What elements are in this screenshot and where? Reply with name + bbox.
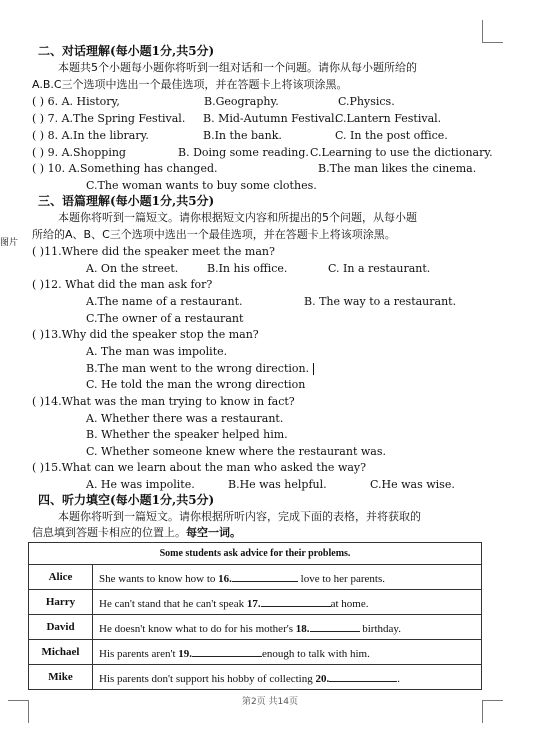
page-footer: 第2页 共14页: [241, 697, 299, 707]
q14-option-a: A. Whether there was a restaurant.: [86, 412, 284, 425]
q12-option-a: A.The name of a restaurant.: [86, 295, 243, 308]
q6-stem: ( ) 6. A. History,: [32, 95, 120, 108]
side-label: 图片: [0, 238, 19, 248]
q8-stem: ( ) 8. A.In the library.: [32, 129, 149, 142]
problem-text-end: at home.: [330, 597, 369, 610]
problem-text-end: enough to talk with him.: [262, 647, 370, 660]
q12-option-c: C.The owner of a restaurant: [86, 312, 244, 325]
advice-table: [28, 542, 482, 690]
answer-blank: [310, 620, 360, 632]
q12-stem: ( )12. What did the man ask for?: [32, 278, 213, 291]
section4-intro-2a: 信息填到答题卡相应的位置上。: [32, 526, 186, 539]
student-name: Michael: [29, 640, 93, 665]
table-caption-row: [29, 543, 482, 565]
q15-option-c: C.He was wise.: [370, 478, 455, 491]
problem-text: His parents don't support his hobby of collecting: [99, 672, 316, 685]
q13-option-b-text: B.The man went to the wrong direction.: [86, 362, 310, 375]
q15-option-a: A. He was impolite.: [86, 478, 195, 491]
table-title: Some students ask advice for their problems.: [29, 543, 482, 565]
blank-number: 16.: [218, 572, 232, 585]
q9-option-b: B. Doing some reading.: [178, 146, 309, 159]
section2-intro-1: 本题共5个小题每小题你将听到一组对话和一个问题。请你从每小题所给的: [58, 61, 417, 74]
problem-text-end: .: [397, 672, 400, 685]
problem-cell: [93, 640, 482, 665]
table-row: [29, 640, 482, 665]
problem-text-end: love to her parents.: [297, 572, 385, 585]
table-row: [29, 565, 482, 590]
q7-stem: ( ) 7. A.The Spring Festival.: [32, 112, 186, 125]
table-row: [29, 615, 482, 640]
q10-stem: ( ) 10. A.Something has changed.: [32, 162, 218, 175]
section3-title: 三、语篇理解(每小题1分,共5分): [38, 194, 215, 208]
student-name: Harry: [29, 590, 93, 615]
blank-number: 19.: [178, 647, 193, 660]
q13-option-a: A. The man was impolite.: [86, 345, 228, 358]
blank-number: 17.: [246, 597, 261, 610]
q11-option-a: A. On the street.: [86, 262, 179, 275]
answer-blank: [192, 645, 262, 657]
section4-intro-1: 本题你将听到一篇短文。请你根据所听内容，完成下面的表格，并将获取的: [58, 510, 421, 523]
q8-option-c: C. In the post office.: [335, 129, 448, 142]
answer-blank: [329, 670, 397, 682]
q9-option-c: C.Learning to use the dictionary.: [310, 146, 493, 159]
blank-number: 18.: [295, 622, 310, 635]
q8-option-b: B.In the bank.: [203, 129, 282, 142]
section4-intro-2b: 每空一词。: [186, 526, 241, 539]
q9-stem: ( ) 9. A.Shopping: [32, 146, 126, 159]
problem-cell: [93, 615, 482, 640]
answer-blank: [232, 570, 298, 582]
q11-option-c: C. In a restaurant.: [328, 262, 431, 275]
blank-number: 20.: [315, 672, 330, 685]
q12-option-b: B. The way to a restaurant.: [304, 295, 457, 308]
problem-cell: [93, 665, 482, 690]
q6-option-b: B.Geography.: [204, 95, 279, 108]
student-name: Mike: [29, 665, 93, 690]
student-name: Alice: [29, 565, 93, 590]
q7-option-c: C.Lantern Festival.: [335, 112, 442, 125]
q15-stem: ( )15.What can we learn about the man who asked the way?: [32, 461, 367, 474]
q14-stem: ( )14.What was the man trying to know in fact?: [32, 395, 295, 408]
table-row: [29, 665, 482, 690]
problem-text: He can't stand that he can't speak: [99, 597, 247, 610]
q14-option-b: B. Whether the speaker helped him.: [86, 428, 288, 441]
answer-blank: [261, 595, 331, 607]
problem-cell: [93, 565, 482, 590]
problem-cell: [93, 590, 482, 615]
q7-option-b: B. Mid-Autumn Festival.: [203, 112, 339, 125]
problem-text: His parents aren't: [99, 647, 179, 660]
crop-mark-top-right: [482, 20, 503, 43]
section3-intro-1: 本题你将听到一篇短文。请你根据短文内容和所提出的5个问题，从每小题: [58, 211, 417, 224]
table-row: [29, 590, 482, 615]
section4-intro-2: [32, 526, 241, 540]
q11-option-b: B.In his office.: [207, 262, 288, 275]
section2-title: 二、对话理解(每小题1分,共5分): [38, 44, 215, 58]
section2-intro-2: A.B.C三个选项中选出一个最佳选项，并在答题卡上将该项涂黑。: [32, 78, 348, 91]
student-name: David: [29, 615, 93, 640]
q13-option-b: [86, 362, 314, 376]
q6-option-c: C.Physics.: [338, 95, 395, 108]
q15-option-b: B.He was helpful.: [228, 478, 327, 491]
q14-option-c: C. Whether someone knew where the restaurant was.: [86, 445, 386, 458]
problem-text: He doesn't know what to do for his mother's: [99, 622, 296, 635]
q10-option-b: B.The man likes the cinema.: [318, 162, 477, 175]
problem-text-end: birthday.: [359, 622, 401, 635]
text-cursor: [313, 363, 314, 375]
q10-option-c: C.The woman wants to buy some clothes.: [86, 179, 317, 192]
section4-title: 四、听力填空(每小题1分,共5分): [38, 493, 215, 507]
q11-stem: ( )11.Where did the speaker meet the man?: [32, 245, 275, 258]
problem-text: She wants to know how to: [99, 572, 219, 585]
q13-option-c: C. He told the man the wrong direction: [86, 378, 306, 391]
q13-stem: ( )13.Why did the speaker stop the man?: [32, 328, 259, 341]
section3-intro-2: 所给的A、B、C三个选项中选出一个最佳选项，并在答题卡上将该项涂黑。: [32, 228, 396, 241]
